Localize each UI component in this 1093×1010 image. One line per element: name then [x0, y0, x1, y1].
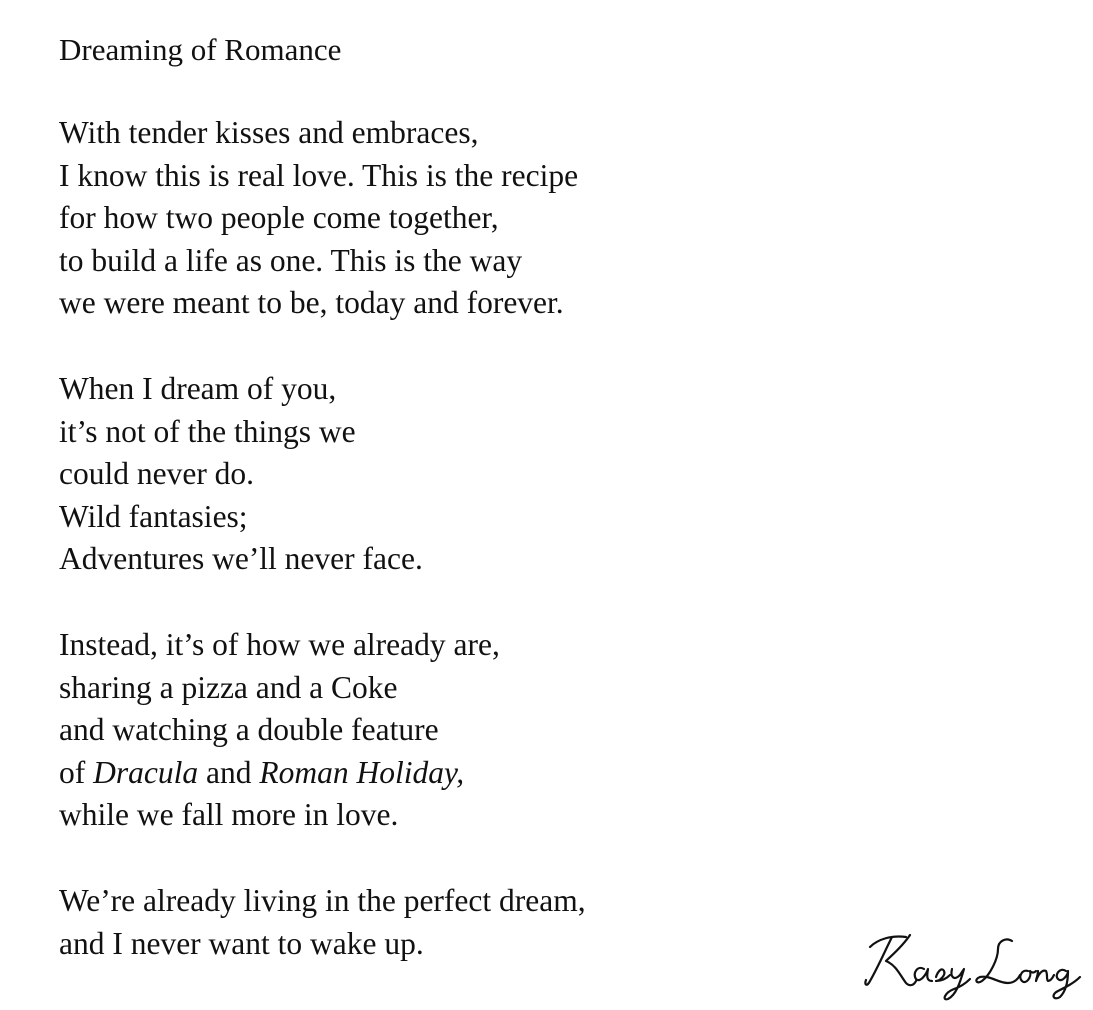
- film-title-roman-holiday: Roman Holiday,: [259, 754, 465, 790]
- poem-line: Adventures we’ll never face.: [59, 541, 423, 577]
- poem-body: [59, 112, 859, 1008]
- signature-scribble-icon: [862, 925, 1087, 1005]
- stanza-4: [59, 880, 859, 965]
- line-prefix: of: [59, 754, 94, 790]
- poem-line: When I dream of you,: [59, 370, 337, 406]
- stanza-2: [59, 368, 859, 581]
- poem-line: and watching a double feature: [59, 712, 439, 748]
- poem-line-with-titles: [59, 752, 859, 795]
- poem-line: Instead, it’s of how we already are,: [59, 626, 500, 662]
- author-signature: [862, 925, 1087, 1005]
- poem-line: With tender kisses and embraces,: [59, 115, 479, 150]
- poem-line: I know this is real love. This is the recipe: [59, 157, 579, 193]
- line-middle: and: [198, 754, 260, 790]
- poem-line: we were meant to be, today and forever.: [59, 285, 564, 321]
- poem-line: Wild fantasies;: [59, 498, 248, 534]
- poem-line: it’s not of the things we: [59, 413, 356, 449]
- film-title-dracula: Dracula: [93, 754, 199, 790]
- poem-line: could never do.: [59, 456, 255, 492]
- poem-line: for how two people come together,: [59, 200, 499, 236]
- stanza-1: [59, 112, 859, 325]
- poem-line: to build a life as one. This is the way: [59, 242, 523, 278]
- poem-line: sharing a pizza and a Coke: [59, 669, 398, 705]
- stanza-3: [59, 624, 859, 837]
- poem-line: while we fall more in love.: [59, 797, 399, 833]
- poem-line: and I never want to wake up.: [59, 925, 424, 961]
- poem-title: Dreaming of Romance: [59, 32, 342, 67]
- poem-line: We’re already living in the perfect dream,: [59, 882, 586, 918]
